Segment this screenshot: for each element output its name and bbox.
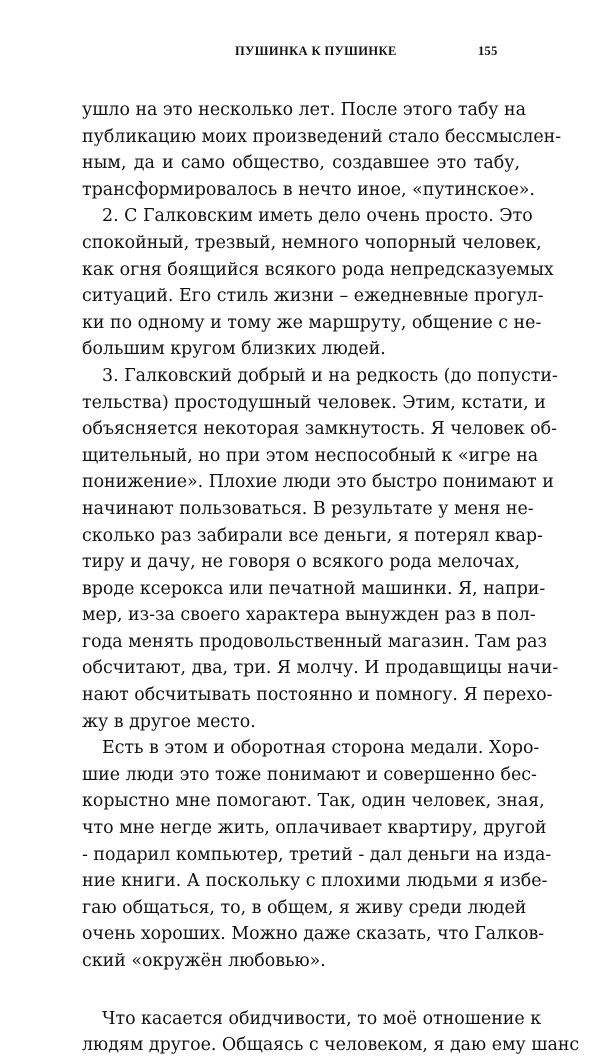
page-number: 155 (478, 44, 498, 58)
text-line: ки по одному и тому же маршруту, общение с не- (82, 312, 542, 333)
text-line: публикацию моих произведений стало бессмыслен- (82, 126, 562, 147)
text-line: года менять продовольственный магазин. Там раз (82, 631, 548, 652)
text-line: тиру и дачу, не говоря о всякого рода мелочах, (82, 552, 520, 573)
text-line: трансформировалось в нечто иное, «путинское». (82, 179, 535, 200)
text-line: мер, из-за своего характера вынужден раз в пол- (82, 605, 536, 626)
text-line: очень хороших. Можно даже сказать, что Галков- (82, 924, 545, 945)
paragraph (82, 97, 562, 203)
text-line: ситуаций. Его стиль жизни – ежедневные прогул- (82, 286, 544, 307)
text-line: тельства) простодушный человек. Этим, кстати, и (82, 392, 546, 413)
text-line: ский «окружён любовью». (82, 951, 326, 971)
text-line: понижение». Плохие люди это быстро понимают и (82, 472, 554, 493)
text-line: как огня боящийся всякого рода непредсказуемых (82, 259, 554, 280)
text-line: Есть в этом и оборотная сторона медали. Хоро- (102, 738, 540, 759)
text-line: ным, да и само общество, создавшее это табу, (82, 153, 520, 174)
text-line: нают обсчитывать постоянно и помногу. Я перехо- (82, 685, 553, 706)
body-text (82, 97, 580, 1059)
paragraph (82, 363, 559, 735)
text-line: ние книги. А поскольку с плохими людьми я избе- (82, 871, 548, 892)
text-line: вроде ксерокса или печатной машинки. Я, напри- (82, 578, 546, 599)
text-line: спокойный, трезвый, немного чопорный человек, (82, 232, 542, 253)
text-line: 3. Галковский добрый и на редкость (до попусти- (102, 365, 558, 386)
text-line: сколько раз забирали все деньги, я потерял квар- (82, 525, 543, 546)
running-header (0, 44, 600, 64)
section-gap (82, 975, 520, 1006)
text-line: что мне негде жить, оплачивает квартиру, другой (82, 818, 547, 839)
text-line: обсчитают, два, три. Я молчу. И продавщицы начи- (82, 658, 559, 679)
text-line: - подарил компьютер, третий - дал деньги на изда- (82, 844, 552, 865)
text-line: жу в другое место. (82, 711, 256, 732)
text-line: объясняется некоторая замкнутость. Я человек об- (82, 419, 557, 440)
paragraph (82, 203, 554, 363)
text-line: 2. С Галковским иметь дело очень просто. Это (102, 206, 533, 227)
text-line: Что касается обидчивости, то моё отношение к (102, 1008, 542, 1029)
text-line: большим кругом близких людей. (82, 339, 386, 360)
text-line: щительный, но при этом неспособный к «игре на (82, 445, 539, 466)
text-line: шие люди это тоже понимают и совершенно бес- (82, 764, 537, 785)
text-line: начинают пользоваться. В результате у меня не- (82, 498, 534, 519)
text-line: корыстно мне помогают. Так, один человек, зная, (82, 791, 545, 812)
running-title: ПУШИНКА К ПУШИНКЕ (235, 44, 397, 58)
paragraph (82, 1006, 580, 1059)
text-line: ушло на это несколько лет. После этого табу на (82, 100, 527, 120)
text-line: гаю общаться, то, в общем, я живу среди людей (82, 897, 527, 918)
text-line: людям другое. Общаясь с человеком, я даю ему шанс (82, 1035, 580, 1056)
